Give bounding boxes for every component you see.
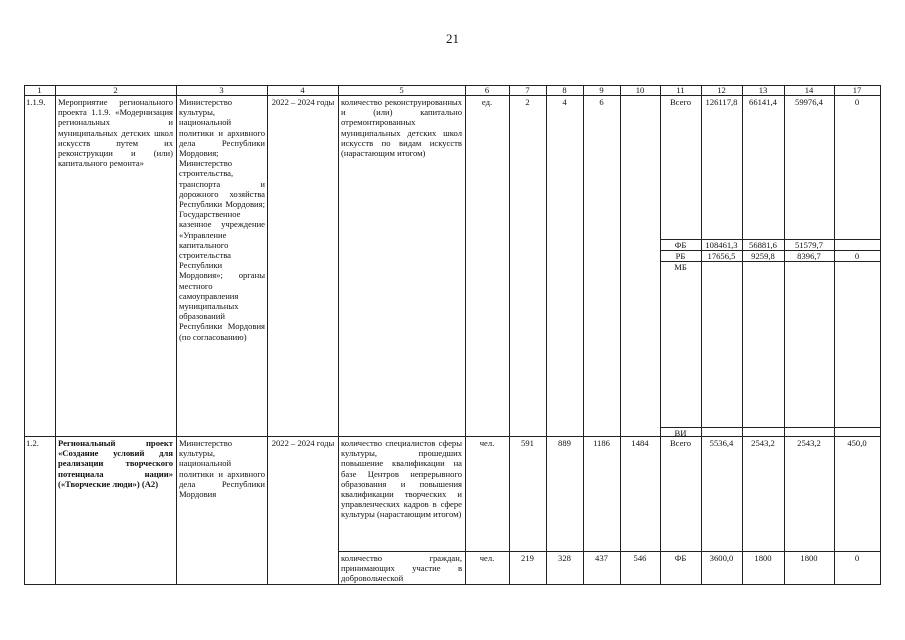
- header-cell: 7: [525, 85, 530, 95]
- value-col-10: 546: [633, 553, 647, 563]
- fin-source: ФБ: [674, 553, 687, 563]
- fin-2023: 1800: [800, 553, 818, 563]
- indicator-text: количество реконструированных и (или) капитально отремонтированных муниципальных детских школ искусств по видам искусств (нарастающим итогом): [341, 97, 462, 159]
- program-table: [24, 85, 881, 585]
- fin-total: 108461,3: [705, 240, 738, 250]
- fin-col-17: 0: [854, 97, 860, 107]
- fin-2022: 2543,2: [751, 438, 775, 448]
- col-line-8: [546, 85, 547, 584]
- unit-cell: ед.: [481, 97, 493, 107]
- indicator-text: количество граждан, принимающих участие в добровольческой: [341, 553, 462, 584]
- fin-col-17: 0: [854, 251, 860, 261]
- fin-source: Всего: [669, 438, 692, 448]
- value-2023: 4: [562, 97, 567, 107]
- project-name: Региональный проект «Создание условий для реализации творческого потенциала нации» («Творческие люди») (А2): [58, 438, 173, 489]
- row-number: 1.2.: [26, 438, 39, 448]
- fin-source: МБ: [674, 262, 687, 272]
- col-line-3: [176, 85, 177, 584]
- value-2022: 219: [521, 553, 534, 563]
- header-cell: 3: [219, 85, 224, 95]
- value-2023: 328: [558, 553, 571, 563]
- border-right: [880, 85, 881, 584]
- header-cell: 10: [635, 85, 645, 95]
- value-2024: 1186: [593, 438, 610, 448]
- col-line-11: [660, 85, 661, 584]
- header-cell: 1: [37, 85, 42, 95]
- header-cell: 14: [804, 85, 814, 95]
- fin-2022: 56881,6: [749, 240, 777, 250]
- header-cell: 5: [399, 85, 404, 95]
- value-2023: 889: [558, 438, 571, 448]
- col-line-7: [509, 85, 510, 584]
- value-2022: 591: [521, 438, 534, 448]
- indicator-text: количество специалистов сферы культуры, прошедших повышение квалификации на базе Центров непрерывного образования и повышения квалификации творческих и управленческих кадров в сфере культуры (нарастающим итогом): [341, 438, 462, 520]
- fin-2023: 51579,7: [795, 240, 823, 250]
- fin-source: РБ: [675, 251, 686, 261]
- header-cell: 12: [717, 85, 726, 95]
- executor-text: Министерство культуры, национальной политики и архивного дела Республики Мордовия: [179, 438, 265, 500]
- period-text: 2022 – 2024 годы: [271, 438, 335, 448]
- period-text: 2022 – 2024 годы: [271, 97, 335, 107]
- col-line-17: [834, 85, 835, 584]
- fin-2023: 2543,2: [797, 438, 821, 448]
- fin-2023: 59976,4: [795, 97, 823, 107]
- fin-2022: 66141,4: [749, 97, 777, 107]
- fin-source: ВИ: [674, 428, 687, 438]
- col-line-14: [784, 85, 785, 584]
- fin-col-17: 450,0: [847, 438, 867, 448]
- header-cell: 17: [852, 85, 862, 95]
- header-cell: 9: [599, 85, 604, 95]
- fin-2022: 9259,8: [751, 251, 775, 261]
- fin-total: 3600,0: [709, 553, 734, 563]
- executor-text: Министерство культуры, национальной политики и архивного дела Республики Мордовия; Министерство строительства, транспорта и дорожного хозяйства Республики Мордовия; Государственное казенное учреждение «Управление капитального строительства Республики Мордовия»; органы местного самоуправления муниципальных образований Республики Мордовия (по согласованию): [179, 97, 265, 342]
- header-cell: 6: [484, 85, 490, 95]
- unit-cell: чел.: [479, 553, 495, 563]
- header-cell: 4: [300, 85, 305, 95]
- border-left: [24, 85, 25, 584]
- value-col-10: 1484: [631, 438, 649, 448]
- row-number: 1.1.9.: [26, 97, 46, 107]
- fin-2022: 1800: [754, 553, 772, 563]
- measure-name: Мероприятие регионального проекта 1.1.9. «Модернизация региональных и муниципальных детских школ искусств путем их реконструкции и (или) капитального ремонта»: [58, 97, 173, 169]
- fin-col-17: 0: [854, 553, 860, 563]
- unit-cell: чел.: [479, 438, 495, 448]
- col-line-5: [338, 85, 339, 584]
- header-cell: 8: [562, 85, 567, 95]
- fin-2023: 8396,7: [797, 251, 821, 261]
- fin-total: 5536,4: [709, 438, 734, 448]
- col-line-12: [701, 85, 702, 584]
- col-line-2: [55, 85, 56, 584]
- col-line-9: [583, 85, 584, 584]
- col-line-6: [465, 85, 466, 584]
- page-number: 21: [446, 31, 459, 46]
- fin-source: ФБ: [674, 240, 687, 250]
- value-2024: 6: [599, 97, 604, 107]
- indicator-divider: [338, 551, 881, 552]
- col-line-4: [267, 85, 268, 584]
- header-cell: 2: [113, 85, 118, 95]
- header-cell: 11: [676, 85, 685, 95]
- col-line-10: [620, 85, 621, 584]
- fin-total: 126117,8: [705, 97, 738, 107]
- value-2022: 2: [525, 97, 530, 107]
- fin-total: 17656,5: [707, 251, 736, 261]
- header-cell: 13: [758, 85, 768, 95]
- fin-source: Всего: [669, 97, 692, 107]
- col-line-13: [742, 85, 743, 584]
- table-border-bottom: [24, 584, 881, 585]
- value-2024: 437: [595, 553, 608, 563]
- row-divider: [24, 436, 881, 437]
